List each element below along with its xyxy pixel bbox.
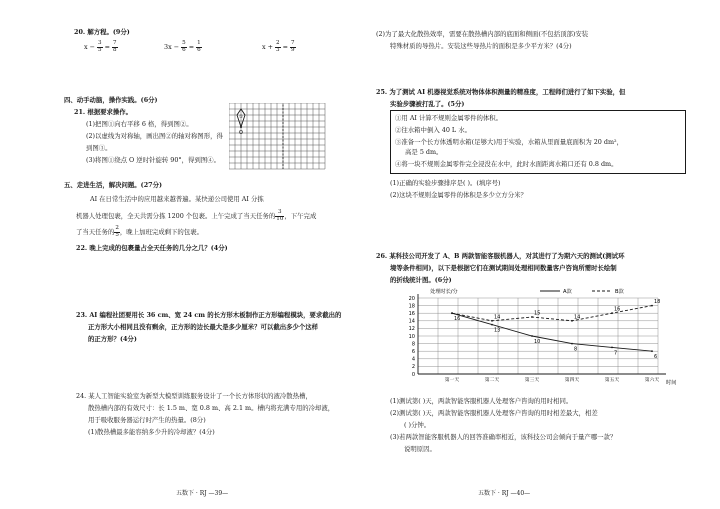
- line-chart: [390, 284, 690, 392]
- equation-2: [164, 41, 202, 53]
- data-label: 6: [654, 354, 658, 361]
- q25-answer-1: (1)正确的实验步骤排序是( )。(填序号): [390, 179, 501, 187]
- q25-line2: 实验步骤被打乱了。(5分): [390, 100, 465, 108]
- data-label: 14: [494, 314, 501, 321]
- page-footer-left: 五数下 · RJ —39—: [176, 490, 229, 497]
- q24-line2: 散热槽内部的有效尺寸：长 1.5 m、宽 0.8 m、高 2.1 m。槽内将充满专用的冷却液，: [88, 404, 335, 412]
- q26-line2: 境等条件相同)，以下是根据它们在测试期间处理相同数量客户咨询所需时长绘制: [390, 264, 617, 272]
- section-5-title: 五、走进生活，解决问题。(27分): [64, 181, 163, 189]
- fraction: $\frac{1}{6}$: [197, 40, 201, 53]
- y-tick-label: 20: [408, 295, 415, 302]
- y-tick-label: 12: [408, 326, 415, 333]
- data-label: 15: [534, 310, 541, 317]
- q26-line1: 26. 某科技公司开发了 A、B 两款智能客服机器人，对其进行了为期六天的测试(测试环: [376, 252, 625, 260]
- shape-1-label: ①: [239, 115, 244, 120]
- q26-sub-3: (3)若两款智能客服机器人的回答准确率相近，该科技公司会倾向于量产哪一款？: [390, 433, 617, 441]
- x-tick-label: 第二天: [484, 378, 500, 383]
- legend: [540, 287, 625, 295]
- y-tick-label: 14: [408, 318, 415, 325]
- eq1-lhs: x −: [84, 43, 98, 52]
- data-point: [571, 320, 573, 322]
- eq1-eq: =: [102, 43, 113, 52]
- chart-labels: [409, 296, 661, 383]
- y-tick-label: 18: [408, 303, 415, 310]
- q26-sub-3b: 说明原因。: [404, 445, 436, 453]
- data-point: [531, 335, 533, 337]
- data-label: 7: [614, 350, 618, 357]
- q26-sub-1: (1)测试第( )天，两款智能客服机器人处理客户咨询的用时相同。: [390, 397, 573, 405]
- transformation-grid: [229, 103, 329, 173]
- y-tick-label: 10: [408, 333, 415, 340]
- q25-line1: 25. 为了测试 AI 机器视觉系统对物体体积测量的精准度，工程师们进行了如下实验，但: [376, 88, 626, 96]
- q21-line3: (3)将图①绕点 O 逆时针旋转 90°，得到图④。: [86, 156, 220, 164]
- section-4-title: 四、动手动脑，操作实践。(6分): [64, 96, 158, 104]
- x-tick-label: 第三天: [524, 378, 540, 383]
- fraction: $\frac{2}{3}$: [276, 40, 280, 53]
- y-tick-label: 6: [411, 349, 415, 355]
- q22-text: 22. 晚上完成的包裹量占全天任务的几分之几？(4分): [76, 244, 228, 252]
- eq2-eq: =: [186, 43, 197, 52]
- fraction: $\frac{3}{10}$: [276, 209, 284, 222]
- passage-line1: AI 在日常生活中的应用越来越普遍。某快递公司使用 AI 分拣: [90, 195, 264, 203]
- q21-title: 21. 根据要求操作。: [74, 108, 133, 116]
- data-point: [611, 312, 613, 314]
- q23-line3: 的正方形？(4分): [88, 335, 137, 343]
- data-point: [651, 350, 653, 352]
- q26-line3: 的折线统计图。(6分): [390, 276, 452, 284]
- step-3-cont: 高是 5 dm。: [405, 148, 443, 156]
- legend-label: B款: [615, 289, 624, 295]
- q24-line3: 用于吸收服务器运行时产生的热量。(8分): [88, 416, 206, 424]
- y-tick-label: 16: [408, 311, 415, 317]
- q23-line1: 23. AI 编程社团要用长 36 cm、宽 24 cm 的长方形木板制作正方形编程模块，要求截出的: [76, 311, 342, 319]
- data-label: 14: [574, 314, 581, 321]
- fraction: $\frac{2}{5}$: [115, 225, 119, 238]
- data-point: [571, 343, 573, 345]
- data-point: [451, 312, 453, 314]
- y-tick-label: 4: [411, 356, 415, 363]
- data-point: [651, 305, 653, 307]
- x-tick-label: 第一天: [444, 378, 460, 383]
- data-label: 8: [574, 346, 578, 353]
- data-point: [531, 316, 533, 318]
- fraction: $\frac{7}{8}$: [113, 40, 117, 53]
- page-footer-right: 五数下 · RJ —40—: [478, 490, 531, 497]
- fraction: $\frac{5}{6}$: [182, 40, 186, 53]
- eq3-eq: =: [280, 43, 291, 52]
- data-point: [611, 347, 613, 349]
- q26-sub-2b: ( )分钟。: [404, 421, 431, 429]
- q24-line4: (1)散热槽最多能容纳多少升的冷却液？(4分): [88, 428, 215, 436]
- x-axis-label: 时间: [666, 380, 677, 386]
- data-label: 16: [454, 316, 461, 323]
- data-label: 16: [614, 306, 621, 313]
- x-tick-label: 第六天: [644, 378, 660, 383]
- q24-part2-line1: (2)为了最大化散热效率，需要在散热槽内部的底面和侧面(不包括顶部)安装: [376, 30, 589, 38]
- step-2: ②往水箱中倒入 40 L 水。: [395, 126, 471, 134]
- equation-1: [84, 41, 118, 53]
- q21-line1: (1)把图①向右平移 6 格，得到图②。: [86, 120, 193, 128]
- passage-line3: 了当天任务的 $\frac{2}{5}$ ，晚上加班完成剩下的包裹。: [76, 225, 203, 238]
- x-tick-label: 第四天: [564, 378, 580, 383]
- data-point: [491, 324, 493, 326]
- q24-line1: 24. 某人工智能实验室为新型大模型训练服务设计了一个长方体形状的液冷散热槽，: [76, 392, 312, 400]
- y-axis-label: 处理时长/分: [430, 289, 458, 295]
- legend-label: A款: [563, 289, 572, 295]
- q20-title: 20. 解方程。(9分): [74, 28, 130, 36]
- steps-box: [390, 110, 686, 174]
- chart-axes: [418, 294, 666, 374]
- q21-line2b: 到图③。: [86, 144, 112, 152]
- chart-grid: [418, 298, 661, 374]
- q26-sub-2: (2)测试第( )天，两款智能客服机器人处理客户咨询的用时相差最大，相差: [390, 409, 598, 417]
- data-label: 10: [534, 339, 541, 345]
- data-label: 18: [654, 299, 661, 306]
- fraction: $\frac{7}{9}$: [291, 40, 295, 53]
- q21-line2: (2)以虚线为对称轴，画出图②的轴对称图形，得: [86, 132, 223, 140]
- data-point: [491, 320, 493, 322]
- step-4: ④将一块不规则金属零件完全浸没在水中，此时水面距离水箱口还有 0.8 dm。: [395, 160, 618, 168]
- x-tick-label: 第五天: [604, 378, 620, 383]
- fraction: $\frac{3}{5}$: [98, 40, 102, 53]
- y-tick-label: 2: [411, 364, 415, 371]
- q25-answer-2: (2)这块不规则金属零件的体积是多少立方分米？: [390, 191, 527, 199]
- q24-part2-line2: 特殊材质的导热片。安装这些导热片的面积是多少平方米？(4分): [390, 42, 572, 50]
- y-tick-label: 8: [411, 341, 415, 348]
- q23-line2: 正方形大小相同且没有剩余，正方形的边长最大是多少厘米？可以截出多少个这样: [88, 323, 319, 331]
- passage-line2: 机器人处理包裹，全天共需分拣 1200 个包裹。上午完成了当天任务的 $\frac{3}{10}$ ，下午完成: [76, 209, 317, 222]
- data-label: 13: [494, 327, 501, 334]
- step-3: ③准备一个长方体透明水箱(足够大)用于实验，水箱从里面量底面积为 20 dm²，: [395, 138, 624, 146]
- eq2-lhs: 3x −: [164, 43, 182, 52]
- point-o: [240, 126, 242, 128]
- y-tick-label: 0: [411, 371, 415, 378]
- eq3-lhs: x +: [262, 43, 276, 52]
- step-1: ①用 AI 计算不规则金属零件的体积。: [395, 114, 503, 122]
- equation-3: [262, 41, 296, 53]
- right-page: [360, 0, 720, 509]
- point-o-label: O: [239, 130, 243, 136]
